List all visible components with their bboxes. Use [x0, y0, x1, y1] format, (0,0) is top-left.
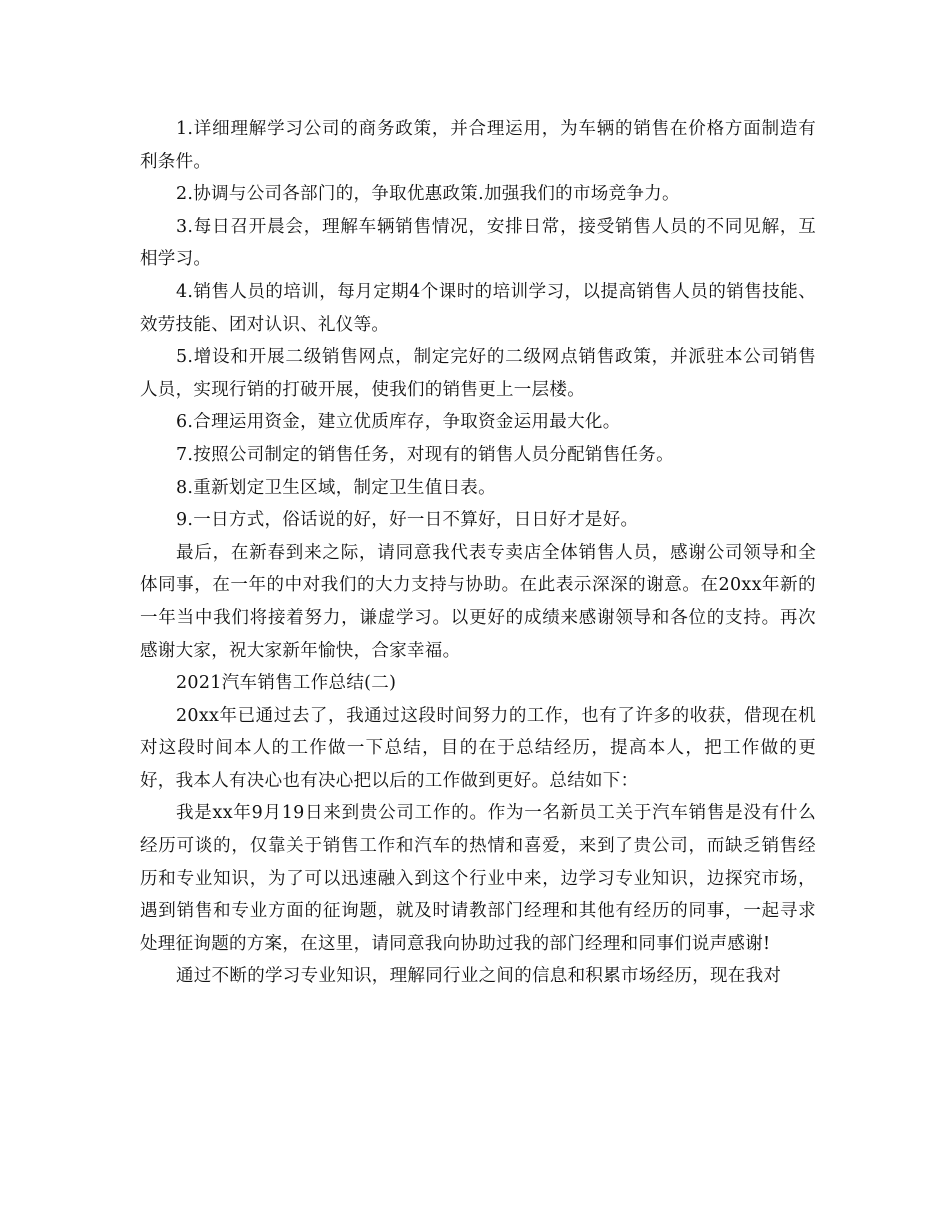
paragraph-item-2: 2.协调与公司各部门的，争取优惠政策.加强我们的市场竞争力。	[176, 184, 680, 205]
paragraph-item-3: 3.每日召开晨会，理解车辆销售情况，安排日常，接受销售人员的不同见解，互相学习。	[140, 216, 816, 270]
paragraph-item-8: 8.重新划定卫生区域，制定卫生值日表。	[176, 477, 496, 498]
intro-paragraph: 20xx年已通过去了，我通过这段时间努力的工作，也有了许多的收获，借现在机对这段时间本人的工作做一下总结，目的在于总结经历，提高本人，把工作做的更好，我本人有决心也有决心把以后的工作做到更好。总结如下：	[140, 705, 816, 791]
paragraph-item-4: 4.销售人员的培训，每月定期4个课时的培训学习，以提高销售人员的销售技能、效劳技能、团对认识、礼仪等。	[140, 281, 816, 335]
document-page	[140, 113, 816, 993]
paragraph-item-6: 6.合理运用资金，建立优质库存，争取资金运用最大化。	[176, 412, 621, 433]
paragraph-item-7: 7.按照公司制定的销售任务，对现有的销售人员分配销售任务。	[176, 444, 674, 465]
section-heading: 2021汽车销售工作总结(二)	[176, 673, 397, 694]
closing-paragraph: 最后，在新春到来之际，请同意我代表专卖店全体销售人员，感谢公司领导和全体同事，在一年的中对我们的大力支持与协助。在此表示深深的谢意。在20xx年新的一年当中我们将接着努力，谦虚学习。以更好的成绩来感谢领导和各位的支持。再次感谢大家，祝大家新年愉快，合家幸福。	[140, 542, 816, 661]
paragraph-item-5: 5.增设和开展二级销售网点，制定完好的二级网点销售政策，并派驻本公司销售人员，实现行销的打破开展，使我们的销售更上一层楼。	[140, 347, 816, 400]
experience-paragraph: 我是xx年9月19日来到贵公司工作的。作为一名新员工关于汽车销售是没有什么经历可谈的，仅靠关于销售工作和汽车的热情和喜爱，来到了贵公司，而缺乏销售经历和专业知识，为了可以迅速融入到这个行业中来，边学习专业知识，边探究市场，遇到销售和专业方面的征询题，就及时请教部门经理和其他有经历的同事，一起寻求处理征询题的方案，在这里，请同意我向协助过我的部门经理和同事们说声感谢!	[140, 803, 816, 954]
paragraph-item-1: 1.详细理解学习公司的商务政策，并合理运用，为车辆的销售在价格方面制造有利条件。	[140, 119, 816, 172]
paragraph-item-9: 9.一日方式，俗话说的好，好一日不算好，日日好才是好。	[176, 510, 639, 531]
continuation-paragraph: 通过不断的学习专业知识，理解同行业之间的信息和积累市场经历，现在我对	[176, 966, 782, 987]
